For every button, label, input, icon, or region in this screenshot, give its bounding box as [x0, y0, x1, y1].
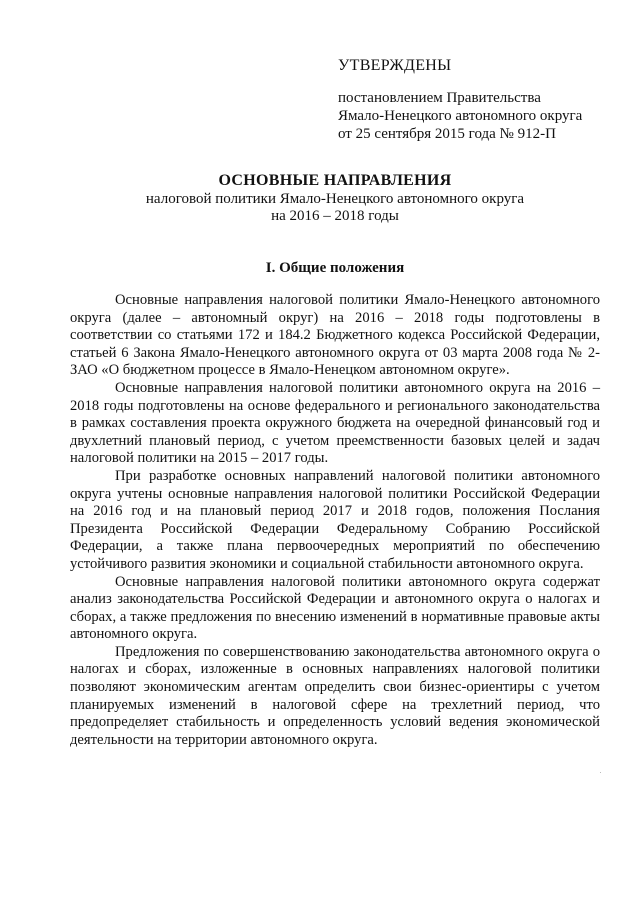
title-main: ОСНОВНЫЕ НАПРАВЛЕНИЯ	[218, 172, 452, 189]
approval-heading: УТВЕРЖДЕНЫ	[338, 57, 452, 74]
title-subtitle-2: на 2016 – 2018 годы	[271, 208, 399, 224]
paragraph: Основные направления налоговой политики Ямало-Ненецкого автономного округа (далее – автономный округ) на 2016 – 2018 годы подготовлены в соответствии со статьями 172 и 184.2 Бюджетного кодекса Российской Федерации, статьей 6 Закона Ямало-Ненецкого автономного округа от 03 марта 2008 года № 2-ЗАО «О бюджетном процессе в Ямало-Ненецком автономном округе».	[70, 292, 600, 379]
approval-stamp	[338, 57, 608, 143]
approval-line-3: от 25 сентября 2015 года № 912-П	[338, 126, 556, 142]
title-subtitle-1: налоговой политики Ямало-Ненецкого автономного округа	[145, 191, 525, 207]
paragraph: Предложения по совершенствованию законодательства автономного округа о налогах и сборах, изложенные в основных направлениях налоговой политики позволяют экономическим агентам определить свои бизнес-ориентиры с учетом планируемых изменений в налоговой сфере на трехлетний период, что предопределяет стабильность и определенность условий ведения экономической деятельности на территории автономного округа.	[70, 643, 600, 748]
section-heading: I. Общие положения	[265, 260, 405, 276]
body-text	[70, 292, 600, 749]
paragraph: При разработке основных направлений налоговой политики автономного округа учтены основные направления налоговой политики Российской Федерации на 2016 год и на плановый период 2017 и 2018 годов, положения Послания Президента Российской Федерации Федеральному Собранию Российской Федерации, а также плана первоочередных мероприятий по обеспечению устойчивого развития экономики и социальной стабильности автономного округа.	[70, 467, 600, 572]
approval-line-2: Ямало-Ненецкого автономного округа	[338, 108, 583, 124]
document-title	[70, 172, 600, 225]
approval-line-1: постановлением Правительства	[338, 90, 541, 106]
paragraph: Основные направления налоговой политики автономного округа на 2016 – 2018 годы подготовлены на основе федерального и регионального законодательства в рамках составления проекта окружного бюджета на очередной финансовый год и двухлетний плановый период, с учетом преемственности базовых целей и задач налоговой политики на 2015 – 2017 годы.	[70, 379, 600, 467]
paragraph: Основные направления налоговой политики автономного округа содержат анализ законодательства Российской Федерации и автономного округа о налогах и сборах, а также предложения по внесению изменений в нормативные правовые акты автономного округа.	[70, 573, 600, 643]
scan-speck	[600, 772, 601, 773]
